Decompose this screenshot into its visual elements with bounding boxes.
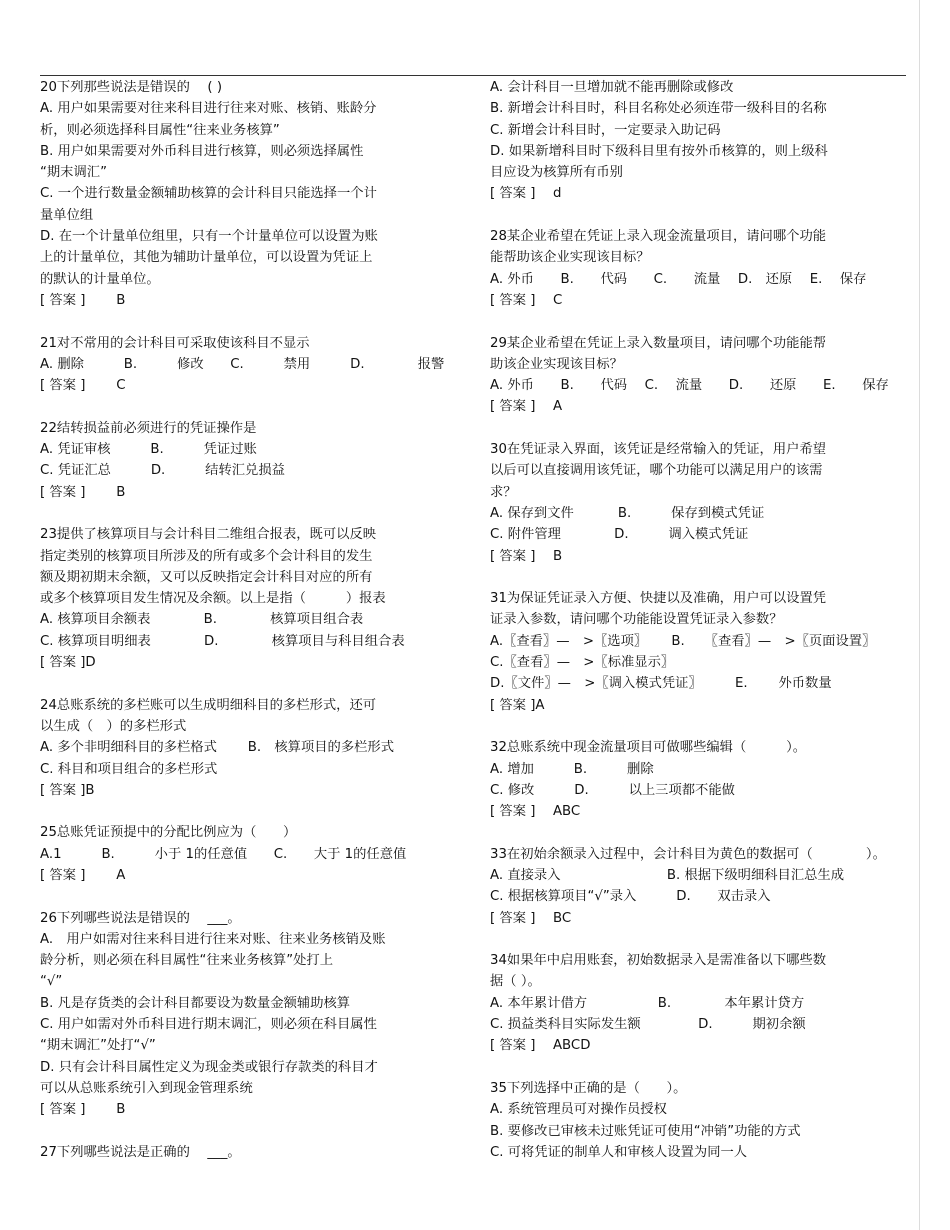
text-line: 33在初始余额录入过程中，会计科目为黄色的数据可（ ）。 [490,846,886,862]
text-line: 23提供了核算项目与会计科目二维组合报表，既可以反映 [40,527,377,543]
text-line: [ 答案 ] BC [490,910,572,926]
text-line: [ 答案 ] d [490,186,562,202]
text-line: “期末调汇”处打“√” [40,1038,156,1054]
text-line: 量单位组 [40,207,94,223]
text-line: A. 会计科目一旦增加就不能再删除或修改 [490,80,734,95]
text-line: C. 可将凭证的制单人和审核人设置为同一人 [490,1144,748,1160]
text-line: [ 答案 ] B [40,484,126,500]
text-line: C. 根据核算项目“√”录入 D. 双击录入 [490,889,771,905]
page-right-edge [919,0,920,1230]
text-line: 25总账凭证预提中的分配比例应为（ ） [40,825,297,841]
text-line: 能帮助该企业实现该目标？ [490,250,650,266]
text-line: D. 在一个计量单位组里，只有一个计量单位可以设置为账 [40,229,378,245]
text-line: B. 新增会计科目时，科目名称处必须连带一级科目的名称 [490,101,827,117]
text-line: 求？ [490,484,517,500]
header-rule [40,75,906,76]
text-line: A. 用户如需对往来科目进行往来对账、往来业务核销及账 [40,931,386,947]
text-line: 20下列那些说法是错误的 ( ) [40,80,223,95]
text-line: 可以从总账系统引入到现金管理系统 [40,1080,253,1096]
text-line: “期末调汇” [40,165,107,181]
blank-line [40,801,460,822]
text-line: 29某企业希望在凭证上录入数量项目，请问哪个功能能帮 [490,335,827,351]
text-line: A. 保存到文件 B. 保存到模式凭证 [490,505,765,521]
text-line: A. 凭证审核 B. 凭证过账 [40,442,257,458]
text-line: D.〖文件〗— >〖调入模式凭证〗 E. 外币数量 [490,676,832,692]
text-line: 24总账系统的多栏账可以生成明细科目的多栏形式，还可 [40,697,377,713]
text-line: [ 答案 ]B [40,782,95,798]
blank-line [490,822,915,843]
text-line: C. 凭证汇总 D. 结转汇兑损益 [40,463,285,479]
text-line: C. 一个进行数量金额辅助核算的会计科目只能选择一个计 [40,186,377,202]
text-line: [ 答案 ]A [490,697,545,713]
blank-line [40,886,460,907]
text-line: 30在凭证录入界面，该凭证是经常输入的凭证，用户希望 [490,442,827,458]
text-line: 额及期初期末余额，又可以反映指定会计科目对应的所有 [40,569,373,585]
blank-line [40,673,460,694]
text-line: 或多个核算项目发生情况及余额。以上是指（ ）报表 [40,591,386,607]
text-line: A.1 B. 小于 1的任意值 C. 大于 1的任意值 [40,846,407,862]
text-line: [ 答案 ] B [40,1102,126,1118]
text-line: A. 用户如果需要对往来科目进行往来对账、核销、账龄分 [40,101,377,117]
text-line: [ 答案 ] B [40,292,126,308]
text-line: C. 用户如需对外币科目进行期末调汇，则必须在科目属性 [40,1017,377,1033]
text-line: [ 答案 ] B [490,548,563,564]
text-line: A. 本年累计借方 B. 本年累计贷方 [490,995,805,1011]
text-line: [ 答案 ] C [40,378,126,394]
text-line: [ 答案 ] ABC [490,804,581,820]
blank-line [490,311,915,332]
blank-line [490,567,915,588]
text-line: 34如果年中启用账套，初始数据录入是需准备以下哪些数 [490,953,827,969]
text-line: “√” [40,974,63,990]
text-line: 21对不常用的会计科目可采取使该科目不显示 [40,335,310,351]
text-line: A. 外币 B. 代码 C. 流量 D. 还原 E. 保存 [490,271,867,287]
text-line: C. 损益类科目实际发生额 D. 期初余额 [490,1017,806,1033]
text-line: 22结转损益前必须进行的凭证操作是 [40,420,257,436]
blank-line [490,1057,915,1078]
blank-line [490,929,915,950]
text-line: 析，则必须选择科目属性“往来业务核算” [40,122,280,138]
text-line: A. 系统管理员可对操作员授权 [490,1102,667,1118]
blank-line [490,716,915,737]
blank-line [40,396,460,417]
text-line: A. 删除 B. 修改 C. 禁用 D. 报警 [40,356,445,372]
text-line: A. 多个非明细科目的多栏格式 B. 核算项目的多栏形式 [40,740,395,756]
text-line: 上的计量单位，其他为辅助计量单位，可以设置为凭证上 [40,250,373,266]
text-line: [ 答案 ]D [40,655,96,671]
text-line: D. 只有会计科目属性定义为现金类或银行存款类的科目才 [40,1059,378,1075]
text-line: C. 修改 D. 以上三项都不能做 [490,782,735,798]
text-line: 31为保证凭证录入方便、快捷以及准确，用户可以设置凭 [490,591,827,607]
text-line: 目应设为核算所有币别 [490,165,623,181]
text-line: A. 外币 B. 代码 C. 流量 D. 还原 E. 保存 [490,378,889,394]
text-line: 27下列哪些说法是正确的 ___。 [40,1144,241,1160]
text-line: C. 科目和项目组合的多栏形式 [40,761,218,777]
text-line: A. 增加 B. 删除 [490,761,654,777]
text-line: [ 答案 ] A [490,399,563,415]
text-line: 35下列选择中正确的是（ ）。 [490,1080,687,1096]
text-line: 32总账系统中现金流量项目可做哪些编辑（ ）。 [490,740,807,756]
text-line: 以后可以直接调用该凭证，哪个功能可以满足用户的该需 [490,463,823,479]
blank-line [40,311,460,332]
blank-line [490,205,915,226]
text-line: D. 如果新增科目时下级科目里有按外币核算的，则上级科 [490,143,828,159]
text-line: A.〖查看〗— >〖选项〗 B. 〖查看〗— >〖页面设置〗 [490,633,876,649]
text-line: B. 凡是存货类的会计科目都要设为数量金额辅助核算 [40,995,351,1011]
text-line: [ 答案 ] A [40,867,126,883]
text-line: [ 答案 ] C [490,292,563,308]
text-line: 的默认的计量单位。 [40,271,160,287]
blank-line [40,503,460,524]
text-line: 龄分析，则必须在科目属性“往来业务核算”处打上 [40,953,334,969]
text-line: 26下列哪些说法是错误的 ___。 [40,910,241,926]
text-line: B. 要修改已审核未过账凭证可使用“冲销”功能的方式 [490,1123,801,1139]
text-line: 证录入参数，请问哪个功能能设置凭证录入参数？ [490,612,783,628]
blank-line [490,418,915,439]
text-line: A. 直接录入 B. 根据下级明细科目汇总生成 [490,867,845,883]
right-column [490,77,915,1163]
text-line: 以生成（ ）的多栏形式 [40,718,187,734]
text-line: 据（ ）。 [490,974,541,990]
text-line: 助该企业实现该目标？ [490,356,623,372]
text-line: C. 新增会计科目时，一定要录入助记码 [490,122,721,138]
left-column [40,77,460,1163]
text-line: [ 答案 ] ABCD [490,1038,591,1054]
text-line: C. 核算项目明细表 D. 核算项目与科目组合表 [40,633,405,649]
text-line: C.〖查看〗— >〖标准显示〗 [490,655,675,671]
text-line: A. 核算项目余额表 B. 核算项目组合表 [40,612,364,628]
text-line: 28某企业希望在凭证上录入现金流量项目，请问哪个功能 [490,229,827,245]
text-line: 指定类别的核算项目所涉及的所有或多个会计科目的发生 [40,548,373,564]
blank-line [40,1121,460,1142]
text-line: C. 附件管理 D. 调入模式凭证 [490,527,749,543]
text-line: B. 用户如果需要对外币科目进行核算，则必须选择属性 [40,143,364,159]
